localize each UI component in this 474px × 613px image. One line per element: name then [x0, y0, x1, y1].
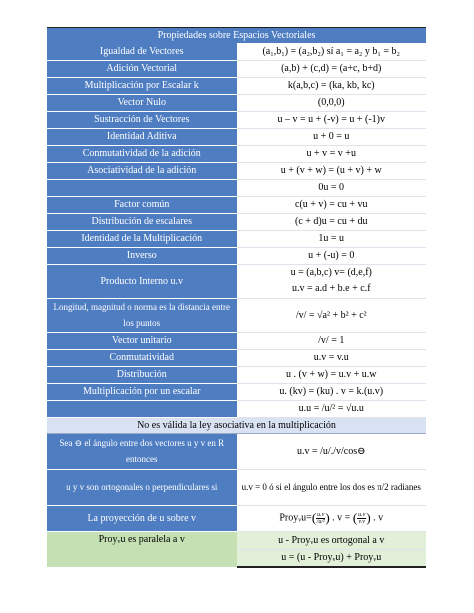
property-label: Multiplicación por un escalar: [47, 383, 237, 400]
property-label: Distribución: [47, 366, 237, 383]
property-formula: u + v = v +u: [237, 145, 427, 162]
property-label: Igualdad de Vectores: [47, 43, 237, 60]
property-label: Identidad Aditiva: [47, 128, 237, 145]
associativity-note: No es válida la ley asociativa en la multiplicación: [47, 417, 426, 433]
property-label: Inverso: [47, 247, 237, 264]
angle-row: [47, 433, 426, 469]
title-row: [47, 28, 426, 44]
table-row: [47, 196, 426, 213]
property-formula: u + (v + w) = (u + v) + w: [237, 162, 427, 179]
parallel-label: Proyᵥu es paralela a v: [47, 531, 237, 567]
property-formula: (c + d)u = cu + du: [237, 213, 427, 230]
table-row: [47, 247, 426, 264]
property-formula: 1u = u: [237, 230, 427, 247]
property-formula: /v/ = √a² + b² + c²: [237, 298, 427, 332]
formula-line-1: u = (a,b,c) v= (d,e,f): [290, 267, 372, 278]
parallel-formula-1: u - Proyᵥu es ortogonal a v: [237, 531, 427, 549]
table-row: [47, 298, 426, 332]
table-row: [47, 400, 426, 417]
table-row: [47, 111, 426, 128]
property-label: [47, 400, 237, 417]
table-row: [47, 383, 426, 400]
property-formula: k(a,b,c) = (ka, kb, kc): [237, 77, 427, 94]
table-title: Propiedades sobre Espacios Vectoriales: [47, 28, 426, 44]
projection-label: La proyección de u sobre v: [47, 505, 237, 531]
table-row: [47, 94, 426, 111]
property-formula: u + 0 = u: [237, 128, 427, 145]
property-label: Factor común: [47, 196, 237, 213]
property-label: Conmutatividad de la adición: [47, 145, 237, 162]
property-label: Longitud, magnitud o norma es la distancia entre los puntos: [47, 298, 237, 332]
table-row: [47, 77, 426, 94]
property-formula: [237, 264, 427, 298]
property-formula: u + (-u) = 0: [237, 247, 427, 264]
angle-label: Sea ⊖ el ángulo entre dos vectores u y v en R entonces: [47, 433, 237, 469]
projection-fraction-2: $\frac{u.v}{v.v}$: [358, 511, 366, 525]
property-formula: u – v = u + (-v) = u + (-1)v: [237, 111, 427, 128]
property-label: Conmutatividad: [47, 349, 237, 366]
orthogonal-label: u y v son ortogonales o perpendiculares si: [47, 469, 237, 505]
parallel-row-1: [47, 531, 426, 549]
table-row: [47, 145, 426, 162]
table-row: [47, 43, 426, 60]
note-row: [47, 417, 426, 433]
table-row: [47, 349, 426, 366]
projection-mid: . v =: [332, 512, 351, 524]
table-row: [47, 179, 426, 196]
property-rows: [47, 43, 426, 417]
property-label: [47, 179, 237, 196]
property-formula: /v/ = 1: [237, 332, 427, 349]
property-formula: (a₁,b₁) = (a₂,b₂) sí a₁ = a₂ y b₁ = b₂: [237, 43, 427, 60]
property-label: Asociatividad de la adición: [47, 162, 237, 179]
projection-prefix: Proyᵥu=: [279, 512, 312, 524]
table-row: [47, 128, 426, 145]
property-formula: u. (kv) = (ku) . v = k.(u.v): [237, 383, 427, 400]
orthogonal-row: [47, 469, 426, 505]
table-row: [47, 264, 426, 298]
projection-row: [47, 505, 426, 531]
table-row: [47, 162, 426, 179]
property-label: Vector Nulo: [47, 94, 237, 111]
formula-line-2: u.v = a.d + b.e + c.f: [291, 283, 371, 294]
property-formula: 0u = 0: [237, 179, 427, 196]
property-formula: u.v = v.u: [237, 349, 427, 366]
property-formula: u.u = /u/² = √u.u: [237, 400, 427, 417]
projection-end: . v: [373, 512, 384, 524]
properties-table: [47, 27, 426, 568]
property-label: Identidad de la Multiplicación: [47, 230, 237, 247]
property-label: Multiplicación por Escalar k: [47, 77, 237, 94]
table-row: [47, 213, 426, 230]
projection-formula: Proyᵥu=( $\frac{u.v}{\text{/u/²}}$ ) . v = ( $\frac{u.v}{v.v}$ ) . v: [237, 505, 427, 531]
table-row: [47, 332, 426, 349]
property-formula: u . (v + w) = u.v + u.w: [237, 366, 427, 383]
parallel-formula-2: u = (u - Proyᵥu) + Proyᵥu: [237, 549, 427, 567]
property-label: Vector unitario: [47, 332, 237, 349]
property-formula: (0,0,0): [237, 94, 427, 111]
angle-formula: u.v = /u/./v/cos⊖: [237, 433, 427, 469]
property-formula: c(u + v) = cu + vu: [237, 196, 427, 213]
property-label: Sustracción de Vectores: [47, 111, 237, 128]
property-formula: (a,b) + (c,d) = (a+c, b+d): [237, 60, 427, 77]
property-label: Producto Interno u.v: [47, 264, 237, 298]
projection-fraction-1: $\frac{u.v}{\text{/u/²}}$: [316, 511, 325, 525]
table-row: [47, 230, 426, 247]
property-label: Adición Vectorial: [47, 60, 237, 77]
property-label: Distribución de escalares: [47, 213, 237, 230]
table-row: [47, 366, 426, 383]
orthogonal-formula: u.v = 0 ó si el ángulo entre los dos es π/2 radianes: [237, 469, 427, 505]
table-row: [47, 60, 426, 77]
